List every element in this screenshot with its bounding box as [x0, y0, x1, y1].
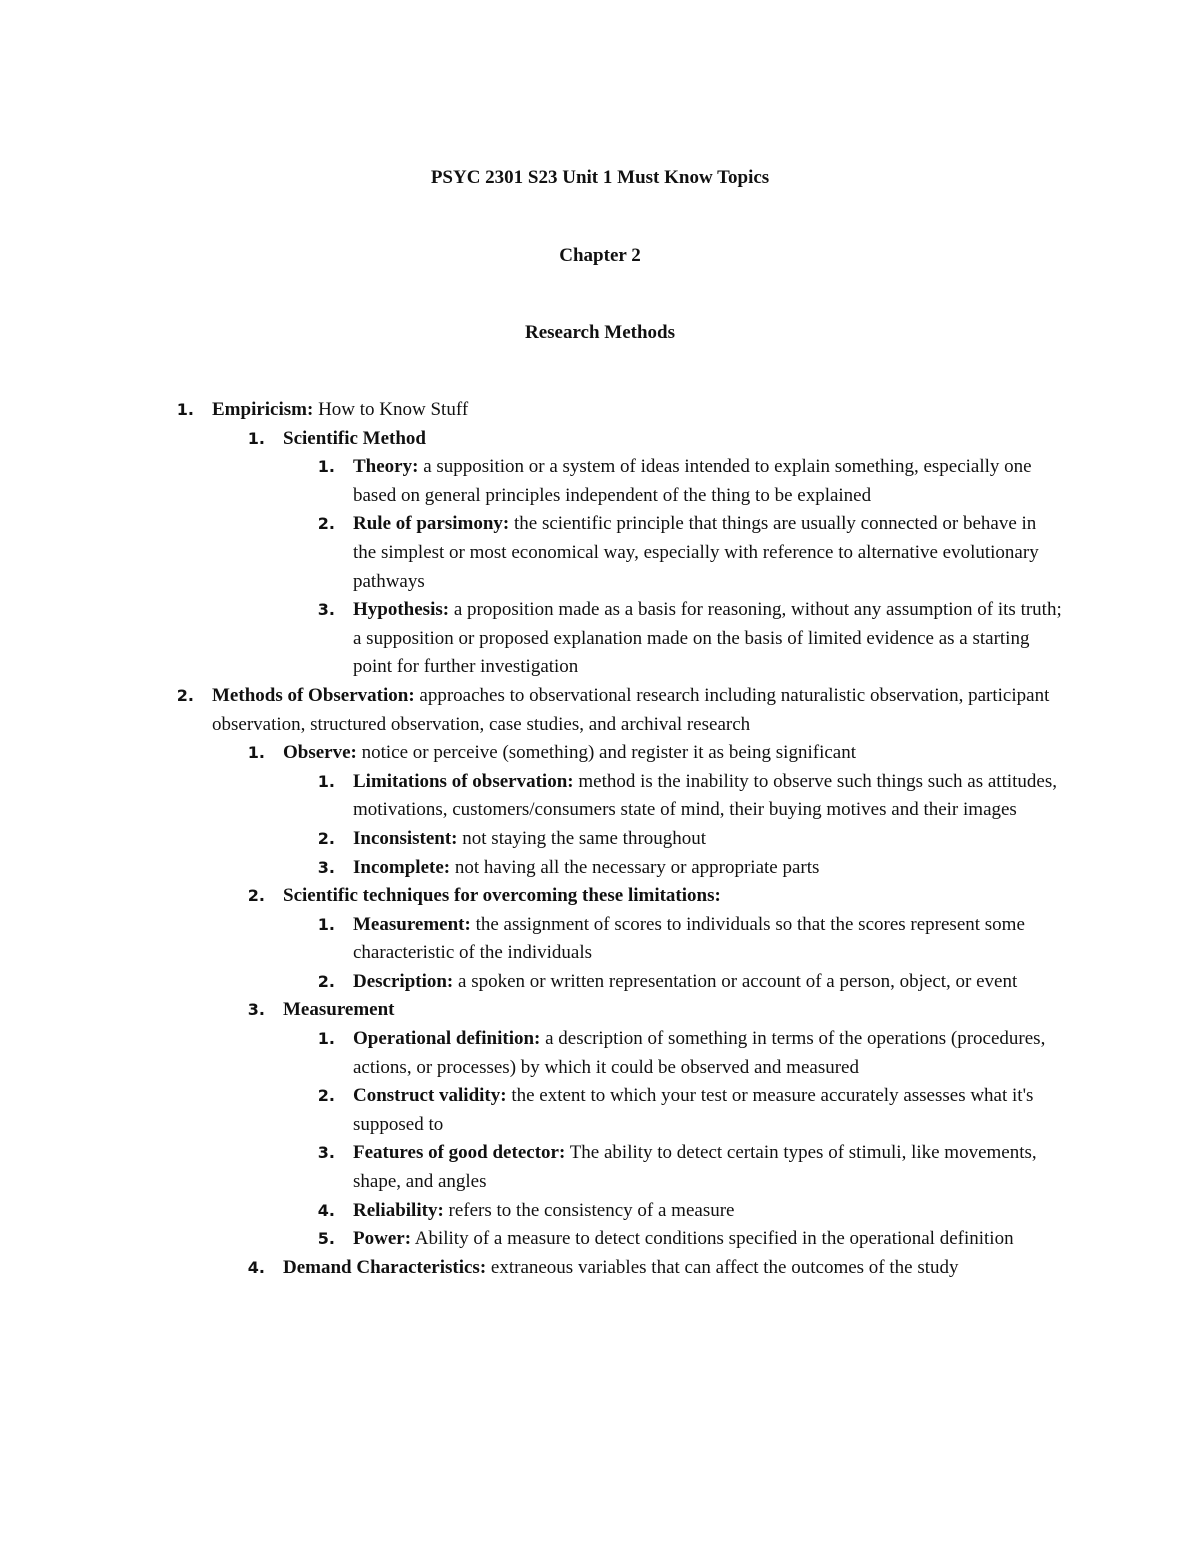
definition: extraneous variables that can affect the outcomes of the study	[486, 1256, 959, 1278]
definition: Ability of a measure to detect conditions specified in the operational definition	[411, 1228, 1014, 1250]
list-number: 2.	[317, 971, 335, 991]
section-heading: Research Methods	[524, 322, 676, 343]
definition: How to Know Stuff	[313, 399, 469, 420]
list-number: 1.	[317, 914, 335, 934]
term: Demand Characteristics:	[283, 1256, 487, 1278]
list-number: 3.	[317, 600, 335, 620]
list-number: 2.	[247, 886, 265, 906]
definition: method is the inability to observe such things such as attitudes, motivations, customers/consumers state of mind, their buying motives and their images	[353, 770, 1057, 821]
list-item	[0, 425, 1200, 454]
definition: a proposition made as a basis for reasoning, without any assumption of its truth; a supposition or proposed explanation made on the basis of limited evidence as a starting point for further investigation	[353, 599, 1062, 678]
list-item	[0, 911, 1200, 968]
definition: a supposition or a system of ideas intended to explain something, especially one based on general principles independent of the thing to be explained	[353, 456, 1032, 506]
term: Description:	[353, 970, 454, 992]
list-item	[0, 882, 1200, 911]
list-item	[0, 1025, 1200, 1082]
definition: not staying the same throughout	[457, 827, 707, 849]
term: Features of good detector:	[353, 1142, 566, 1164]
list-number: 2.	[317, 1086, 335, 1106]
list-item	[0, 453, 1200, 510]
list-item	[0, 1082, 1200, 1139]
list-item	[0, 396, 1200, 425]
list-item	[0, 768, 1200, 825]
definition: the scientific principle that things are usually connected or behave in the simplest or most economical way, especially with reference to alternative evolutionary pathways	[353, 513, 1039, 592]
term: Incomplete:	[353, 856, 451, 878]
list-item	[0, 1225, 1200, 1254]
definition: approaches to observational research including naturalistic observation, participant observation, structured observation, case studies, and archival research	[212, 684, 1050, 735]
list-number: 3.	[247, 1000, 265, 1020]
list-number: 1.	[247, 743, 265, 763]
term: Construct validity:	[353, 1085, 507, 1107]
list-item	[0, 596, 1200, 682]
term: Empiricism:	[212, 399, 314, 420]
list-number: 4.	[317, 1200, 335, 1220]
document-title: PSYC 2301 S23 Unit 1 Must Know Topics	[430, 167, 770, 188]
list-number: 2.	[176, 685, 194, 705]
list-item	[0, 1139, 1200, 1196]
list-number: 1.	[317, 457, 335, 477]
list-number: 5.	[317, 1229, 335, 1249]
list-item	[0, 854, 1200, 883]
term: Observe:	[283, 742, 357, 764]
term: Limitations of observation:	[353, 770, 574, 792]
term: Measurement	[283, 999, 395, 1021]
list-item	[0, 739, 1200, 768]
definition: notice or perceive (something) and register it as being significant	[356, 742, 856, 764]
definition: refers to the consistency of a measure	[443, 1199, 735, 1221]
list-number: 3.	[317, 1143, 335, 1163]
list-item	[0, 1254, 1200, 1283]
list-number: 1.	[176, 400, 194, 419]
chapter-heading: Chapter 2	[559, 245, 641, 266]
definition: the extent to which your test or measure accurately assesses what it's supposed to	[353, 1085, 1034, 1135]
list-number: 4.	[247, 1257, 265, 1277]
term: Methods of Observation:	[212, 684, 415, 706]
list-item	[0, 996, 1200, 1025]
list-item	[0, 510, 1200, 596]
term: Scientific techniques for overcoming these limitations:	[283, 885, 721, 907]
topic-outline	[0, 396, 1200, 1282]
list-number: 1.	[317, 771, 335, 791]
list-item	[0, 825, 1200, 854]
list-number: 2.	[317, 828, 335, 848]
term: Theory:	[353, 456, 419, 478]
term: Scientific Method	[283, 427, 427, 449]
definition: the assignment of scores to individuals so that the scores represent some characteristic of the individuals	[353, 913, 1025, 964]
definition: a description of something in terms of the operations (procedures, actions, or processes) by which it could be observed and measured	[353, 1028, 1046, 1078]
list-number: 1.	[317, 1029, 335, 1049]
term: Power:	[353, 1228, 412, 1250]
list-number: 1.	[247, 428, 265, 448]
definition: The ability to detect certain types of stimuli, like movements, shape, and angles	[353, 1142, 1037, 1193]
list-item	[0, 682, 1200, 739]
term: Reliability:	[353, 1199, 444, 1221]
term: Inconsistent:	[353, 827, 458, 849]
list-item	[0, 1197, 1200, 1226]
list-number: 3.	[317, 857, 335, 877]
term: Operational definition:	[353, 1028, 541, 1050]
list-item	[0, 968, 1200, 997]
term: Hypothesis:	[353, 599, 450, 621]
term: Rule of parsimony:	[353, 513, 510, 535]
definition: not having all the necessary or appropriate parts	[450, 856, 820, 878]
term: Measurement:	[353, 913, 471, 935]
list-number: 2.	[317, 514, 335, 534]
definition: a spoken or written representation or account of a person, object, or event	[453, 970, 1018, 992]
